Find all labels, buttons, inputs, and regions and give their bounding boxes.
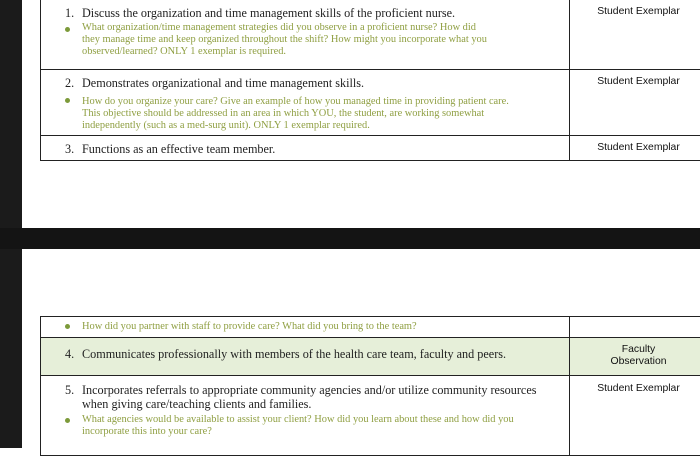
prompt-line: What organization/time management strategies did you observe in a proficient nurse? How did [82, 22, 476, 33]
guiding-prompt [82, 96, 567, 133]
rating-label: Faculty [621, 344, 656, 355]
prompt-line: they manage time and keep organized throughout the shift? How might you incorporate what you [82, 34, 487, 46]
prompt-line: How do you organize your care? Give an example of how you managed time in providing patient care. [82, 96, 509, 107]
objective-cell [41, 376, 570, 455]
prompt-line: observed/learned? ONLY 1 exemplar is required. [82, 46, 286, 58]
rating-label: Student Exemplar [597, 6, 680, 17]
table-row [40, 70, 700, 136]
left-dark-edge [0, 0, 22, 448]
objective-number: 1. [65, 6, 75, 20]
rating-cell [570, 317, 700, 337]
objectives-table-bottom [40, 316, 700, 456]
rating-label: Student Exemplar [597, 76, 680, 87]
objective-text: when giving care/teaching clients and families. [82, 397, 312, 411]
objective-text: Communicates professionally with members of the health care team, faculty and peers. [82, 347, 507, 361]
objective-text: Incorporates referrals to appropriate community agencies and/or utilize community resources [82, 383, 537, 397]
rating-cell [570, 376, 700, 455]
rating-label: Observation [610, 356, 667, 367]
objective-number: 5. [65, 383, 75, 397]
rating-cell [570, 0, 700, 69]
table-row [40, 317, 700, 338]
objective-cell [41, 0, 570, 69]
objective-cell [41, 317, 570, 337]
objective-cell [41, 70, 570, 135]
objective-text: Discuss the organization and time management skills of the proficient nurse. [82, 6, 456, 20]
rating-cell [570, 338, 700, 375]
objective-cell [41, 136, 570, 160]
rating-label: Student Exemplar [597, 142, 680, 153]
page-break-band [0, 228, 700, 249]
prompt-line: How did you partner with staff to provide care? What did you bring to the team? [82, 321, 417, 332]
objective-number: 3. [65, 142, 75, 156]
objectives-table-top [40, 0, 700, 161]
objective-cell [41, 338, 570, 375]
guiding-prompt [82, 414, 567, 438]
prompt-line: What agencies would be available to assist your client? How did you learn about these and how did you [82, 414, 514, 425]
rating-label: Student Exemplar [597, 383, 680, 394]
prompt-line: incorporate this into your care? [82, 426, 212, 438]
objective-number: 2. [65, 76, 75, 90]
prompt-line: independently (such as a med-surg unit). ONLY 1 exemplar required. [82, 120, 370, 132]
bullet-icon [65, 418, 70, 423]
guiding-prompt [82, 22, 567, 59]
bullet-icon [65, 27, 70, 32]
objective-number: 4. [65, 347, 75, 361]
table-row [40, 0, 700, 70]
bullet-icon [65, 324, 70, 329]
table-row [40, 376, 700, 456]
rating-cell [570, 70, 700, 135]
table-row [40, 136, 700, 161]
rating-cell [570, 136, 700, 160]
objective-text: Functions as an effective team member. [82, 142, 276, 156]
table-row [40, 338, 700, 376]
bullet-icon [65, 98, 70, 103]
prompt-line: This objective should be addressed in an area in which YOU, the student, are working somewhat [82, 108, 485, 120]
guiding-prompt [82, 321, 567, 333]
objective-text: Demonstrates organizational and time management skills. [82, 76, 365, 90]
